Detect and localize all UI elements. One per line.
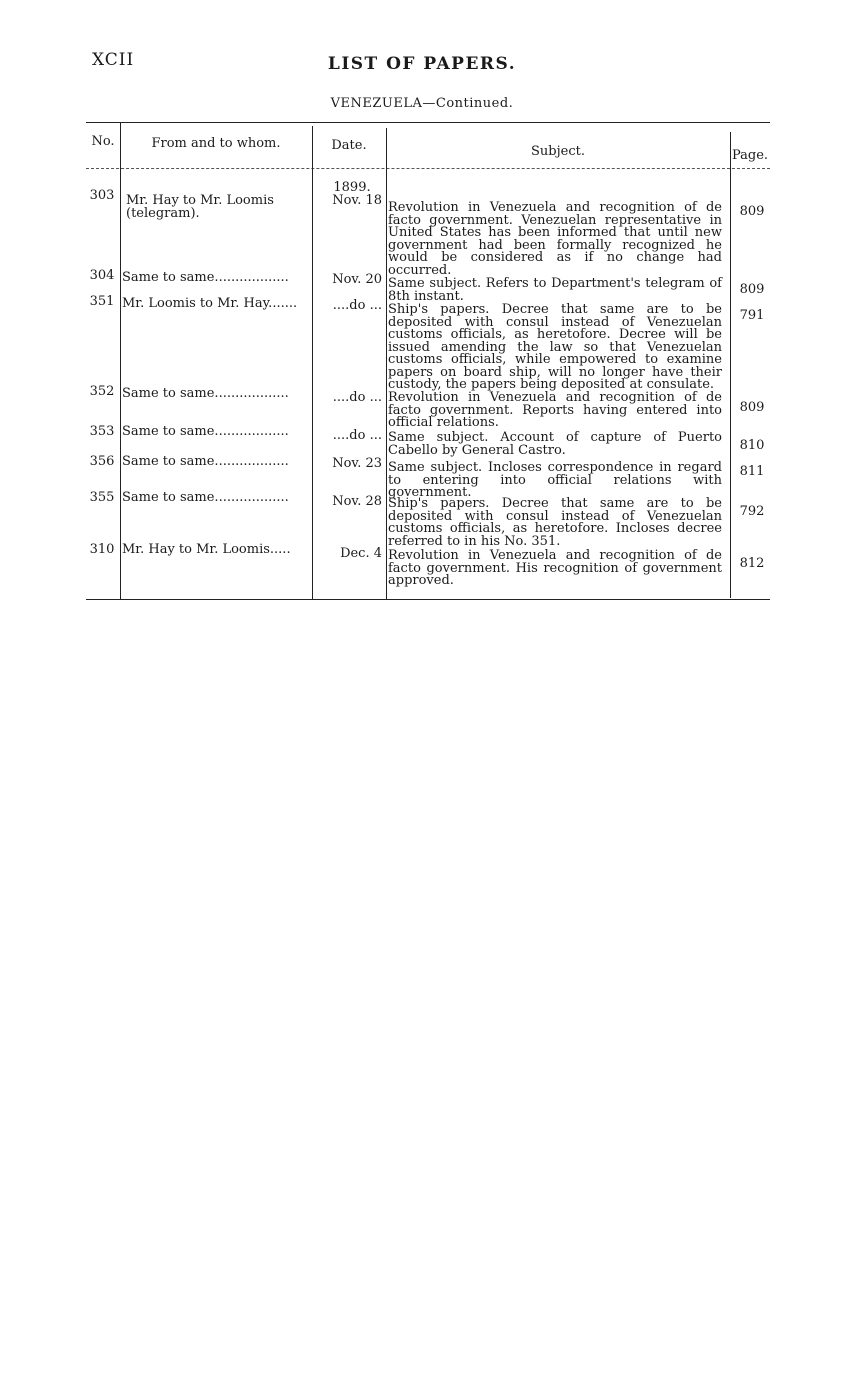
table-row-no: 355 bbox=[89, 490, 115, 505]
table-row-no: 310 bbox=[89, 542, 115, 557]
table-row-date: Dec. 4 bbox=[340, 546, 382, 561]
table-row-from: Mr. Hay to Mr. Loomis (telegram). bbox=[126, 193, 274, 221]
table-row-no: 303 bbox=[89, 188, 115, 203]
table-row-subject: Revolution in Venezuela and recognition of de facto government. His recognition of government approved. bbox=[388, 548, 722, 588]
table-row-page: 812 bbox=[739, 556, 765, 571]
header-bottom-rule bbox=[86, 168, 770, 169]
header-page: Page. bbox=[731, 148, 769, 163]
table-row-subject: Revolution in Venezuela and recognition of de facto government. Reports having entered into official relations. bbox=[388, 390, 722, 430]
table-row-page: 791 bbox=[739, 308, 765, 323]
table-row-page: 792 bbox=[739, 504, 765, 519]
table-row-date: ....do ... bbox=[332, 390, 382, 405]
table-row-subject: Same subject. Refers to Department's telegram of 8th instant. bbox=[388, 276, 722, 304]
table-row-subject: Same subject. Account of capture of Puerto Cabello by General Castro. bbox=[388, 430, 722, 458]
column-divider-date bbox=[386, 128, 387, 600]
table-row-date bbox=[314, 182, 382, 207]
table-row-from: Mr. Hay to Mr. Loomis..... bbox=[122, 542, 291, 557]
table-row-from: Same to same.................. bbox=[122, 454, 289, 469]
table-row-from: Same to same.................. bbox=[122, 490, 289, 505]
table-row-date-value: Nov. 18 bbox=[332, 192, 382, 208]
header-from: From and to whom. bbox=[151, 136, 281, 151]
table-row-subject: Ship's papers. Decree that same are to be deposited with consul instead of Venezuelan customs officials, as heretofore. Decree will be issued amending the law so that Venezuelan customs officials, while empowered to examine papers on board ship, will no longer have their custody, the papers being deposited at consulate. bbox=[388, 302, 722, 392]
table-row-subject: Ship's papers. Decree that same are to be deposited with consul instead of Venezuelan customs officials, as heretofore. Incloses decree referred to in his No. 351. bbox=[388, 496, 722, 549]
header-no: No. bbox=[91, 134, 115, 149]
table-row-page: 811 bbox=[739, 464, 765, 479]
table-row-subject: Revolution in Venezuela and recognition of de facto government. Venezuelan representative in United States has been informed that until new government had been formally recognized he would be considered as if no change had occurred. bbox=[388, 200, 722, 278]
column-divider-subject bbox=[730, 132, 731, 598]
table-row-subject: Same subject. Incloses correspondence in regard to entering into official relations with government. bbox=[388, 460, 722, 500]
table-row-date: Nov. 23 bbox=[332, 456, 382, 471]
table-row-no: 304 bbox=[89, 268, 115, 283]
table-row-from: Same to same.................. bbox=[122, 386, 289, 401]
table-row-from: Mr. Loomis to Mr. Hay....... bbox=[122, 296, 298, 311]
table-row-page: 809 bbox=[739, 400, 765, 415]
table-row-date: ....do ... bbox=[332, 298, 382, 313]
table-row-date: ....do ... bbox=[332, 428, 382, 443]
page-number: XCII bbox=[92, 50, 135, 70]
column-divider-no bbox=[120, 122, 121, 600]
table-row-year: 1899. bbox=[333, 180, 371, 195]
table-row-no: 351 bbox=[89, 294, 115, 309]
table-row-page: 809 bbox=[739, 282, 765, 297]
table-row-page: 809 bbox=[739, 204, 765, 219]
header-date: Date. bbox=[331, 138, 367, 153]
page-title: LIST OF PAPERS. bbox=[327, 54, 517, 74]
column-divider-from bbox=[312, 126, 313, 600]
table-row-no: 352 bbox=[89, 384, 115, 399]
table-row-date: Nov. 20 bbox=[332, 272, 382, 287]
table-row-no: 356 bbox=[89, 454, 115, 469]
table-row-from: Same to same.................. bbox=[122, 424, 289, 439]
table-row-no: 353 bbox=[89, 424, 115, 439]
table-row-date: Nov. 28 bbox=[332, 494, 382, 509]
table-top-rule bbox=[86, 122, 770, 123]
table-row-page: 810 bbox=[739, 438, 765, 453]
papers-table bbox=[86, 122, 770, 600]
header-subject: Subject. bbox=[531, 144, 585, 159]
table-row-from: Same to same.................. bbox=[122, 270, 289, 285]
section-title: VENEZUELA—Continued. bbox=[330, 96, 514, 111]
table-bottom-rule bbox=[86, 599, 770, 600]
